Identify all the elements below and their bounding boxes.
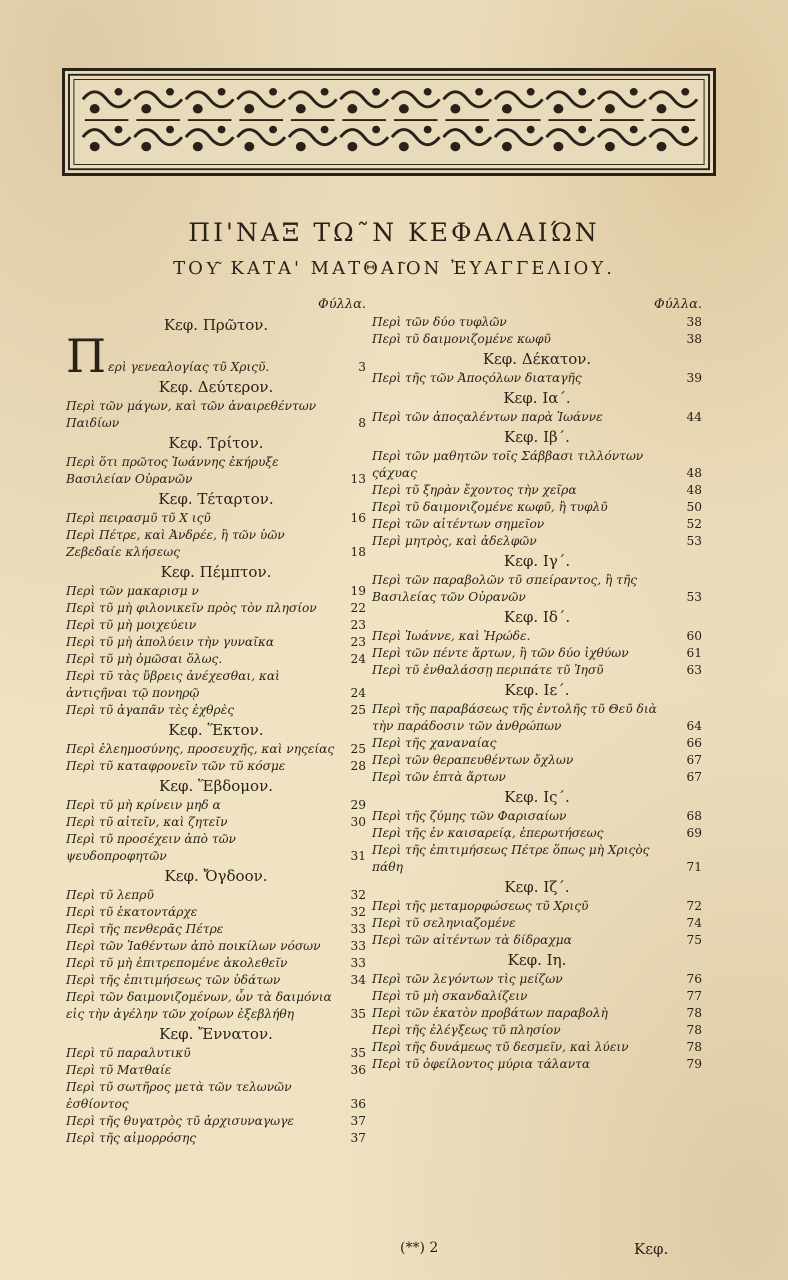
page-number: 66 xyxy=(686,736,702,750)
entry-text: Περὶ τῦ μὴ ἀπολύειν τὴν γυναῖκα xyxy=(66,635,275,649)
entry-text: Περὶ τῆς μεταμορφώσεως τῦ Χριςῦ xyxy=(372,899,589,913)
page-number: 50 xyxy=(686,500,702,514)
page-number: 78 xyxy=(686,1040,702,1054)
entry-text: Περὶ τῦ ὀφείλοντος μύρια τάλαντα xyxy=(372,1057,591,1071)
index-entry xyxy=(372,331,702,348)
entry-text: Περὶ τῆς ζύμης τῶν Φαρισαίων xyxy=(372,809,567,823)
index-entry xyxy=(66,454,366,488)
index-entry xyxy=(372,735,702,752)
chapter-heading: Κεφ. Δεύτερον. xyxy=(158,378,274,396)
index-entry xyxy=(66,617,366,634)
entry-text: Περὶ τῦ παραλυτικῦ xyxy=(66,1046,191,1060)
entry-text: Περὶ τῆς δυνάμεως τῦ δεσμεῖν, καὶ λύειν xyxy=(372,1040,629,1054)
page-number: 53 xyxy=(686,590,702,604)
entry-text: Περὶ τῦ δαιμονιζομένε κωφῦ xyxy=(372,332,551,346)
entry-text: Περὶ Πέτρε, καὶ Ἀνδρέε, ἢ τῶν ὑῶν Ζεβεδαίε κλήσεως xyxy=(66,528,285,559)
index-entry xyxy=(372,701,702,735)
index-entry xyxy=(372,752,702,769)
index-entry xyxy=(66,989,366,1023)
entry-text: Περὶ τῶν Ἰαθέντων ἀπὸ ποικίλων νόσων xyxy=(66,939,321,953)
page-number: 33 xyxy=(350,939,366,953)
chapter-heading: Κεφ. Ὄγδοον. xyxy=(164,867,268,885)
page-number: 48 xyxy=(686,466,702,480)
entry-text: Περὶ τῶν μάγων, καὶ τῶν ἀναιρεθέντων Παιδίων xyxy=(66,399,317,430)
index-entry xyxy=(66,1079,366,1113)
page-number: 30 xyxy=(350,815,366,829)
entry-text: Περὶ τῦ μὴ σκανδαλίζειν xyxy=(372,989,528,1003)
page-number: 44 xyxy=(686,410,702,424)
index-entry xyxy=(372,645,702,662)
index-entry xyxy=(66,668,366,702)
chapter-heading: Κεφ. Ἕκτον. xyxy=(168,721,264,739)
page-number: 24 xyxy=(350,652,366,666)
entry-text: Περὶ τῦ καταφρονεῖν τῶν τῦ κόσμε xyxy=(66,759,286,773)
chapter-heading: Κεφ. Πέμπτον. xyxy=(160,563,272,581)
entry-text: Περὶ Ἰωάννε, καὶ Ἡρώδε. xyxy=(372,629,531,643)
chapter-heading: Κεφ. Δέκατον. xyxy=(482,350,592,368)
page-number: 67 xyxy=(686,770,702,784)
index-title: ΠΙ'ΝΑΞ ΤΩ῀Ν ΚΕΦΑΛΑΙΏΝ xyxy=(188,218,600,247)
index-entry xyxy=(66,758,366,775)
page-number: 33 xyxy=(350,922,366,936)
entry-text: Περὶ τῦ δαιμονιζομένε κωφῦ, ἢ τυφλῦ xyxy=(372,500,608,514)
page-number: 25 xyxy=(350,742,366,756)
index-entry xyxy=(372,1039,702,1056)
page-number: 72 xyxy=(686,899,702,913)
entry-text: Περὶ τῦ μὴ ἐπιτρεπομένε ἀκολεθεῖν xyxy=(66,956,288,970)
entry-text: Περὶ τῶν αἰτέντων σημεῖον xyxy=(372,517,545,531)
entry-text: Περὶ τῶν πέντε ἄρτων, ἢ τῶν δύο ἰχθύων xyxy=(372,646,629,660)
page-number: 77 xyxy=(686,989,702,1003)
index-entry xyxy=(66,600,366,617)
index-entry xyxy=(372,1056,702,1073)
ornamental-headpiece xyxy=(62,68,716,176)
index-entry xyxy=(66,955,366,972)
chapter-heading: Κεφ. Ιδ΄. xyxy=(503,608,571,626)
index-entry xyxy=(372,932,702,949)
index-entry xyxy=(66,741,366,758)
entry-text: Περὶ μητρὸς, καὶ ἀδελφῶν xyxy=(372,534,537,548)
page-number: 34 xyxy=(350,973,366,987)
index-entry xyxy=(372,769,702,786)
entry-text: Περὶ τῶν ἑπτὰ ἄρτων xyxy=(372,770,506,784)
entry-text: Περὶ τῆς θυγατρὸς τῦ ἀρχισυναγωγε xyxy=(66,1114,294,1128)
index-entry xyxy=(372,915,702,932)
chapter-heading: Κεφ. Ιγ΄. xyxy=(503,552,571,570)
index-entry xyxy=(66,651,366,668)
page-number: 3 xyxy=(358,360,366,374)
page-number: 48 xyxy=(686,483,702,497)
page-number: 36 xyxy=(350,1063,366,1077)
index-entry xyxy=(372,628,702,645)
left-column xyxy=(66,296,366,1147)
chapter-heading: Κεφ. Πρῶτον. xyxy=(163,316,269,334)
page-number: 32 xyxy=(350,905,366,919)
index-entry xyxy=(66,797,366,814)
page-number: 22 xyxy=(350,601,366,615)
chapter-heading: Κεφ. Τρίτον. xyxy=(168,434,264,452)
entry-text: Περὶ τῦ σεληνιαζομένε xyxy=(372,916,516,930)
index-entry xyxy=(372,1022,702,1039)
page-number: 39 xyxy=(686,371,702,385)
page-number: 23 xyxy=(350,618,366,632)
index-entry xyxy=(372,370,702,387)
entry-text: Περὶ τῆς ἐλέγξεως τῦ πλησίον xyxy=(372,1023,561,1037)
page-number: 33 xyxy=(350,956,366,970)
entry-text: Περὶ τῦ μὴ μοιχεύειν xyxy=(66,618,197,632)
index-entry xyxy=(66,702,366,719)
index-entry xyxy=(372,971,702,988)
entry-text: Περὶ τῦ τὰς ὕβρεις ἀνέχεσθαι, καὶ ἀντιςῆναι τῷ πονηρῷ xyxy=(66,669,280,700)
entry-text: Περὶ τῆς ἐν καισαρείᾳ, ἐπερωτήσεως xyxy=(372,826,604,840)
page-number: 79 xyxy=(686,1057,702,1071)
index-entry xyxy=(372,516,702,533)
page-number: 8 xyxy=(358,416,366,430)
page-number: 53 xyxy=(686,534,702,548)
chapter-heading: Κεφ. Ιζ΄. xyxy=(504,878,570,896)
page-number: 61 xyxy=(686,646,702,660)
index-entry xyxy=(66,1045,366,1062)
entry-text: Περὶ τῶν δύο τυφλῶν xyxy=(372,315,507,329)
catchword: Κεφ. xyxy=(634,1240,669,1258)
entry-text: Περὶ τῆς τῶν Ἀποςόλων διαταγῆς xyxy=(372,371,582,385)
entry-text: Περὶ τῆς πενθερᾶς Πέτρε xyxy=(66,922,224,936)
entry-text: Περὶ τῦ ἑκατοντάρχε xyxy=(66,905,198,919)
index-entry xyxy=(66,921,366,938)
page-number: 35 xyxy=(350,1007,366,1021)
entry-text: Περὶ τῦ μὴ φιλονικεῖν πρὸς τὸν πλησίον xyxy=(66,601,317,615)
page-number: 64 xyxy=(686,719,702,733)
index-entry xyxy=(66,887,366,904)
entry-text: Περὶ τῦ αἰτεῖν, καὶ ζητεῖν xyxy=(66,815,228,829)
entry-text: Περὶ πειρασμῦ τῦ Χ ιςῦ xyxy=(66,511,211,525)
entry-text: Περὶ τῶν ἑκατὸν προβάτων παραβολὴ xyxy=(372,1006,608,1020)
index-entry xyxy=(66,398,366,432)
page-number: 37 xyxy=(350,1131,366,1145)
page-number: 71 xyxy=(686,860,702,874)
entry-text: Περὶ τῆς ἐπιτιμήσεως Πέτρε ὅπως μὴ Χριςὸς πάθη xyxy=(372,843,650,874)
index-entry xyxy=(372,1005,702,1022)
signature-mark: (**) 2 xyxy=(400,1240,439,1256)
page-number: 68 xyxy=(686,809,702,823)
page-number: 23 xyxy=(350,635,366,649)
index-entry xyxy=(66,1062,366,1079)
entry-text: Περὶ τῦ ξηρὰν ἔχοντος τὴν χεῖρα xyxy=(372,483,577,497)
entry-text: Περὶ τῆς παραβάσεως τῆς ἐντολῆς τῦ Θεῦ διὰ τὴν παράδοσιν τῶν ἀνθρώπων xyxy=(372,702,657,733)
entry-text: Περὶ ὅτι πρῶτος Ἰωάννης ἐκήρυξε Βασιλείαν Οὐρανῶν xyxy=(66,455,279,486)
page-number: 52 xyxy=(686,517,702,531)
index-entry xyxy=(372,898,702,915)
chapter-heading: Κεφ. Ιη. xyxy=(507,951,567,969)
chapter-heading: Κεφ. Ις΄. xyxy=(504,788,570,806)
index-entry xyxy=(66,510,366,527)
entry-text: Περὶ τῦ ἐνθαλάσσῃ περιπάτε τῦ Ἰησῦ xyxy=(372,663,604,677)
index-entry xyxy=(372,662,702,679)
entry-text: Περὶ τῶν μαθητῶν τοῖς Σάββασι τιλλόντων ςάχυας xyxy=(372,449,644,480)
page-number: 76 xyxy=(686,972,702,986)
page-number: 37 xyxy=(350,1114,366,1128)
page-number: 69 xyxy=(686,826,702,840)
page-number: 31 xyxy=(350,849,366,863)
page-number: 67 xyxy=(686,753,702,767)
chapter-heading: Κεφ. Ιε΄. xyxy=(504,681,570,699)
index-entry xyxy=(372,533,702,550)
index-entry xyxy=(372,314,702,331)
page-number: 16 xyxy=(350,511,366,525)
drop-cap: Π xyxy=(66,329,107,383)
page-number: 25 xyxy=(350,703,366,717)
entry-text: Περὶ τῦ σωτῆρος μετὰ τῶν τελωνῶν ἐσθίοντος xyxy=(66,1080,292,1111)
index-entry xyxy=(372,409,702,426)
page-number: 28 xyxy=(350,759,366,773)
index-entry xyxy=(66,1130,366,1147)
page-number: 38 xyxy=(686,332,702,346)
index-entry xyxy=(66,814,366,831)
page-number: 36 xyxy=(350,1097,366,1111)
fylla-label-left: Φύλλα. xyxy=(318,297,366,312)
chapter-heading: Κεφ. Ιβ΄. xyxy=(504,428,570,446)
chapter-heading: Κεφ. Ἔννατον. xyxy=(159,1025,273,1043)
page-number: 60 xyxy=(686,629,702,643)
page-number: 78 xyxy=(686,1006,702,1020)
page-number: 35 xyxy=(350,1046,366,1060)
index-entry xyxy=(372,448,702,482)
index-entry xyxy=(66,634,366,651)
page-number: 74 xyxy=(686,916,702,930)
index-entry xyxy=(66,831,366,865)
entry-text: Περὶ τῶν μακαρισμ ν xyxy=(66,584,199,598)
index-entry xyxy=(66,329,366,383)
index-entry xyxy=(372,825,702,842)
page-number: 29 xyxy=(350,798,366,812)
page-number: 13 xyxy=(350,472,366,486)
index-entry xyxy=(372,842,702,876)
index-entry xyxy=(372,499,702,516)
index-entry xyxy=(372,482,702,499)
page-number: 32 xyxy=(350,888,366,902)
index-entry xyxy=(372,988,702,1005)
index-subtitle: ΤΟΥ͂ ΚΑΤΑ' ΜΑΤΘΑΙ͂ΟΝ ἘΥΑΓΓΕΛΙΟΥ. xyxy=(173,258,615,279)
right-column xyxy=(372,296,702,1073)
entry-text: Περὶ τῦ προσέχειν ἀπὸ τῶν ψευδοπροφητῶν xyxy=(66,832,236,863)
entry-text: Περὶ τῶν θεραπευθέντων ὄχλων xyxy=(372,753,574,767)
entry-text: Περὶ τῦ μὴ κρίνειν μηδ α xyxy=(66,798,221,812)
entry-text: Περὶ τῦ λεπρῦ xyxy=(66,888,154,902)
fylla-label-right: Φύλλα. xyxy=(654,297,702,312)
page-number: 18 xyxy=(350,545,366,559)
entry-text: Περὶ τῦ Ματθαίε xyxy=(66,1063,172,1077)
chapter-heading: Κεφ. Ια΄. xyxy=(503,389,571,407)
entry-text: Περὶ τῶν παραβολῶν τῦ σπείραντος, ἢ τῆς Βασιλείας τῶν Οὐρανῶν xyxy=(372,573,638,604)
page-number: 75 xyxy=(686,933,702,947)
entry-text: Περὶ τῆς αἱμορρόσης xyxy=(66,1131,197,1145)
index-entry xyxy=(66,1113,366,1130)
entry-text: Περὶ τῦ ἀγαπᾶν τὲς ἐχθρὲς xyxy=(66,703,235,717)
index-entry xyxy=(372,808,702,825)
page-number: 63 xyxy=(686,663,702,677)
index-entry xyxy=(66,583,366,600)
entry-text: Περὶ τῶν αἰτέντων τὰ δίδραχμα xyxy=(372,933,572,947)
page-number: 19 xyxy=(350,584,366,598)
index-entry xyxy=(66,972,366,989)
entry-text: Περὶ τῦ μὴ ὀμῶσαι ὅλως. xyxy=(66,652,223,666)
entry-text: ερὶ γενεαλογίας τῦ Χριςῦ. xyxy=(108,360,270,374)
index-entry xyxy=(66,527,366,561)
page-number: 24 xyxy=(350,686,366,700)
entry-text: Περὶ τῆς ἐπιτιμήσεως τῶν ὑδάτων xyxy=(66,973,281,987)
chapter-heading: Κεφ. Ἕβδομον. xyxy=(159,777,273,795)
index-entry xyxy=(66,938,366,955)
chapter-heading: Κεφ. Τέταρτον. xyxy=(158,490,274,508)
index-entry xyxy=(66,904,366,921)
entry-text: Περὶ τῶν λεγόντων τὶς μείζων xyxy=(372,972,563,986)
entry-text: Περὶ τῆς χαναναίας xyxy=(372,736,497,750)
page-number: 38 xyxy=(686,315,702,329)
page-number: 78 xyxy=(686,1023,702,1037)
entry-text: Περὶ τῶν δαιμονιζομένων, ὧν τὰ δαιμόνια εἰς τὴν ἀγέλην τῶν χοίρων ἐξεβλήθη xyxy=(66,990,332,1021)
index-entry xyxy=(372,572,702,606)
entry-text: Περὶ τῶν ἀποςαλέντων παρὰ Ἰωάννε xyxy=(372,410,603,424)
entry-text: Περὶ ἐλεημοσύνης, προσευχῆς, καὶ νηςείας xyxy=(66,742,335,756)
